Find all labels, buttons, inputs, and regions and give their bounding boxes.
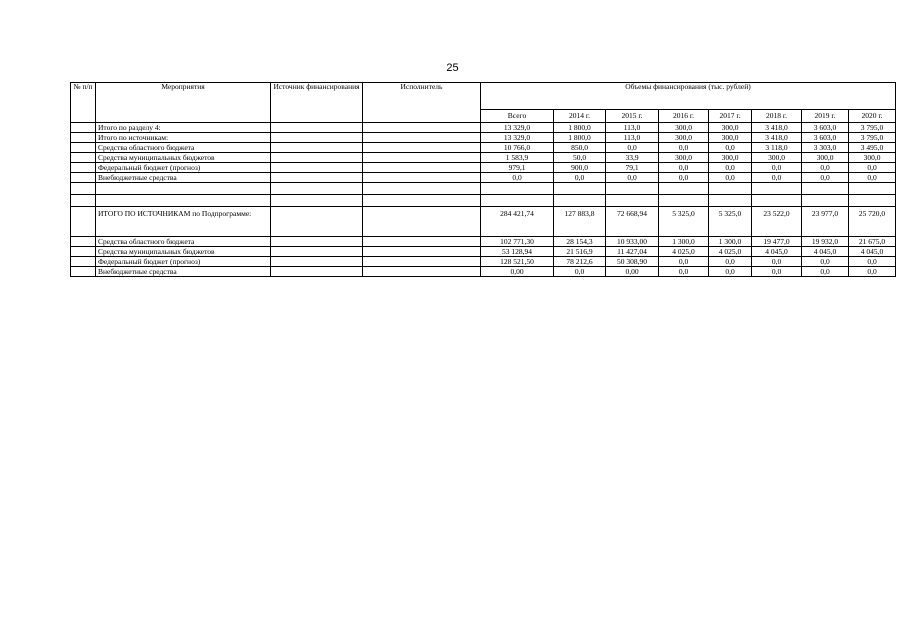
source-cell <box>271 123 363 133</box>
value-cell: 28 154,3 <box>554 237 606 247</box>
num-cell <box>71 153 96 163</box>
empty-cell <box>802 183 849 195</box>
value-cell: 19 477,0 <box>752 237 802 247</box>
executor-cell <box>363 123 481 133</box>
header-row <box>71 83 896 110</box>
year-header: 2016 г. <box>659 110 709 123</box>
value-cell: 3 303,0 <box>802 143 849 153</box>
value-cell: 0,0 <box>659 143 709 153</box>
num-cell <box>71 207 96 237</box>
value-cell: 4 025,0 <box>709 247 752 257</box>
page-number: 25 <box>446 62 459 74</box>
value-cell: 13 329,0 <box>481 123 554 133</box>
empty-cell <box>96 183 271 195</box>
executor-cell <box>363 163 481 173</box>
value-cell: 10 933,00 <box>606 237 659 247</box>
value-cell: 1 800,0 <box>554 123 606 133</box>
year-header: 2014 г. <box>554 110 606 123</box>
value-cell: 0,0 <box>849 257 896 267</box>
value-cell: 0,0 <box>802 267 849 277</box>
value-cell: 300,0 <box>659 153 709 163</box>
empty-cell <box>554 183 606 195</box>
year-header: 2019 г. <box>802 110 849 123</box>
value-cell: 300,0 <box>709 153 752 163</box>
table-row <box>71 257 896 267</box>
value-cell: 900,0 <box>554 163 606 173</box>
empty-cell <box>606 195 659 207</box>
value-cell: 0,0 <box>802 173 849 183</box>
table-row <box>71 163 896 173</box>
value-cell: 11 427,04 <box>606 247 659 257</box>
value-cell: 19 932,0 <box>802 237 849 247</box>
num-cell <box>71 173 96 183</box>
value-cell: 13 329,0 <box>481 133 554 143</box>
value-cell: 53 128,94 <box>481 247 554 257</box>
value-cell: 0,0 <box>849 267 896 277</box>
year-header: 2018 г. <box>752 110 802 123</box>
value-cell: 300,0 <box>752 153 802 163</box>
table-row <box>71 153 896 163</box>
value-cell: 1 300,0 <box>709 237 752 247</box>
empty-cell <box>363 195 481 207</box>
empty-cell <box>659 195 709 207</box>
value-cell: 300,0 <box>709 133 752 143</box>
empty-cell <box>709 183 752 195</box>
value-cell: 3 795,0 <box>849 123 896 133</box>
table-row <box>71 143 896 153</box>
value-cell: 5 325,0 <box>709 207 752 237</box>
source-cell <box>271 247 363 257</box>
financing-table-body <box>71 83 896 277</box>
year-header: 2017 г. <box>709 110 752 123</box>
value-cell: 3 795,0 <box>849 133 896 143</box>
value-cell: 0,0 <box>802 257 849 267</box>
empty-cell <box>71 183 96 195</box>
source-cell <box>271 267 363 277</box>
value-cell: 0,0 <box>606 173 659 183</box>
empty-cell <box>271 183 363 195</box>
value-cell: 3 603,0 <box>802 123 849 133</box>
empty-cell <box>554 195 606 207</box>
source-cell <box>271 163 363 173</box>
executor-cell <box>363 153 481 163</box>
value-cell: 50,0 <box>554 153 606 163</box>
source-cell <box>271 143 363 153</box>
value-cell: 0,0 <box>554 267 606 277</box>
year-header: 2020 г. <box>849 110 896 123</box>
empty-cell <box>752 183 802 195</box>
value-cell: 23 522,0 <box>752 207 802 237</box>
executor-cell <box>363 143 481 153</box>
num-cell <box>71 247 96 257</box>
value-cell: 25 720,0 <box>849 207 896 237</box>
year-header: Всего <box>481 110 554 123</box>
value-cell: 0,00 <box>481 267 554 277</box>
value-cell: 3 495,0 <box>849 143 896 153</box>
value-cell: 128 521,50 <box>481 257 554 267</box>
table-row <box>71 133 896 143</box>
value-cell: 979,1 <box>481 163 554 173</box>
value-cell: 0,0 <box>481 173 554 183</box>
value-cell: 78 212,6 <box>554 257 606 267</box>
value-cell: 50 308,90 <box>606 257 659 267</box>
empty-cell <box>752 195 802 207</box>
value-cell: 0,0 <box>709 163 752 173</box>
source-cell <box>271 153 363 163</box>
financing-table <box>70 82 896 277</box>
value-cell: 102 771,30 <box>481 237 554 247</box>
num-cell <box>71 123 96 133</box>
row-name: Средства муниципальных бюджетов <box>96 247 271 257</box>
empty-cell <box>363 183 481 195</box>
value-cell: 0,0 <box>752 173 802 183</box>
value-cell: 0,0 <box>659 173 709 183</box>
value-cell: 21 516,9 <box>554 247 606 257</box>
value-cell: 0,0 <box>659 267 709 277</box>
empty-cell <box>709 195 752 207</box>
row-name: Внебюджетные средства <box>96 267 271 277</box>
row-name: Итого по разделу 4: <box>96 123 271 133</box>
value-cell: 0,0 <box>659 163 709 173</box>
executor-cell <box>363 237 481 247</box>
row-name: Средства областного бюджета <box>96 237 271 247</box>
value-cell: 0,0 <box>802 163 849 173</box>
value-cell: 0,0 <box>606 143 659 153</box>
value-cell: 300,0 <box>849 153 896 163</box>
value-cell: 1 800,0 <box>554 133 606 143</box>
blank-row <box>71 195 896 207</box>
num-cell <box>71 267 96 277</box>
executor-cell <box>363 257 481 267</box>
table-row <box>71 207 896 237</box>
value-cell: 300,0 <box>659 123 709 133</box>
value-cell: 4 025,0 <box>659 247 709 257</box>
header-volumes: Объемы финансирования (тыс. рублей) <box>481 83 896 110</box>
empty-cell <box>271 195 363 207</box>
empty-cell <box>481 183 554 195</box>
empty-cell <box>802 195 849 207</box>
value-cell: 3 418,0 <box>752 133 802 143</box>
value-cell: 0,0 <box>849 163 896 173</box>
value-cell: 33,9 <box>606 153 659 163</box>
num-cell <box>71 257 96 267</box>
header-executor: Исполнитель <box>363 83 481 123</box>
source-cell <box>271 237 363 247</box>
value-cell: 300,0 <box>659 133 709 143</box>
empty-cell <box>606 183 659 195</box>
source-cell <box>271 257 363 267</box>
table-row <box>71 247 896 257</box>
value-cell: 3 418,0 <box>752 123 802 133</box>
table-row <box>71 267 896 277</box>
executor-cell <box>363 207 481 237</box>
empty-cell <box>71 195 96 207</box>
value-cell: 21 675,0 <box>849 237 896 247</box>
value-cell: 0,0 <box>752 257 802 267</box>
value-cell: 79,1 <box>606 163 659 173</box>
value-cell: 113,0 <box>606 133 659 143</box>
value-cell: 4 045,0 <box>752 247 802 257</box>
value-cell: 0,0 <box>554 173 606 183</box>
row-name: Средства муниципальных бюджетов <box>96 153 271 163</box>
value-cell: 0,0 <box>709 257 752 267</box>
empty-cell <box>659 183 709 195</box>
source-cell <box>271 173 363 183</box>
table-row <box>71 173 896 183</box>
value-cell: 4 045,0 <box>849 247 896 257</box>
empty-cell <box>481 195 554 207</box>
value-cell: 10 766,0 <box>481 143 554 153</box>
value-cell: 300,0 <box>802 153 849 163</box>
row-name: Средства областного бюджета <box>96 143 271 153</box>
executor-cell <box>363 173 481 183</box>
source-cell <box>271 207 363 237</box>
num-cell <box>71 163 96 173</box>
row-name: Федеральный бюджет (прогноз) <box>96 257 271 267</box>
row-name: Итого по источникам: <box>96 133 271 143</box>
value-cell: 72 668,94 <box>606 207 659 237</box>
value-cell: 3 118,0 <box>752 143 802 153</box>
executor-cell <box>363 267 481 277</box>
source-cell <box>271 133 363 143</box>
header-source: Источник финансирования <box>271 83 363 123</box>
empty-cell <box>96 195 271 207</box>
value-cell: 0,0 <box>709 267 752 277</box>
value-cell: 5 325,0 <box>659 207 709 237</box>
value-cell: 1 583,9 <box>481 153 554 163</box>
value-cell: 3 603,0 <box>802 133 849 143</box>
value-cell: 113,0 <box>606 123 659 133</box>
num-cell <box>71 133 96 143</box>
header-event: Мероприятия <box>96 83 271 123</box>
value-cell: 1 300,0 <box>659 237 709 247</box>
value-cell: 0,0 <box>709 173 752 183</box>
year-header: 2015 г. <box>606 110 659 123</box>
value-cell: 0,0 <box>659 257 709 267</box>
table-row <box>71 237 896 247</box>
table-row <box>71 123 896 133</box>
value-cell: 300,0 <box>709 123 752 133</box>
value-cell: 0,0 <box>709 143 752 153</box>
value-cell: 850,0 <box>554 143 606 153</box>
empty-cell <box>849 183 896 195</box>
value-cell: 23 977,0 <box>802 207 849 237</box>
empty-cell <box>849 195 896 207</box>
row-name: ИТОГО ПО ИСТОЧНИКАМ по Подпрограмме: <box>96 207 271 237</box>
value-cell: 284 421,74 <box>481 207 554 237</box>
value-cell: 0,0 <box>752 267 802 277</box>
row-name: Внебюджетные средства <box>96 173 271 183</box>
row-name: Федеральный бюджет (прогноз) <box>96 163 271 173</box>
value-cell: 4 045,0 <box>802 247 849 257</box>
num-cell <box>71 237 96 247</box>
num-cell <box>71 143 96 153</box>
value-cell: 0,00 <box>606 267 659 277</box>
value-cell: 0,0 <box>752 163 802 173</box>
header-num: № п/п <box>71 83 96 123</box>
blank-row <box>71 183 896 195</box>
value-cell: 0,0 <box>849 173 896 183</box>
executor-cell <box>363 247 481 257</box>
executor-cell <box>363 133 481 143</box>
value-cell: 127 883,8 <box>554 207 606 237</box>
